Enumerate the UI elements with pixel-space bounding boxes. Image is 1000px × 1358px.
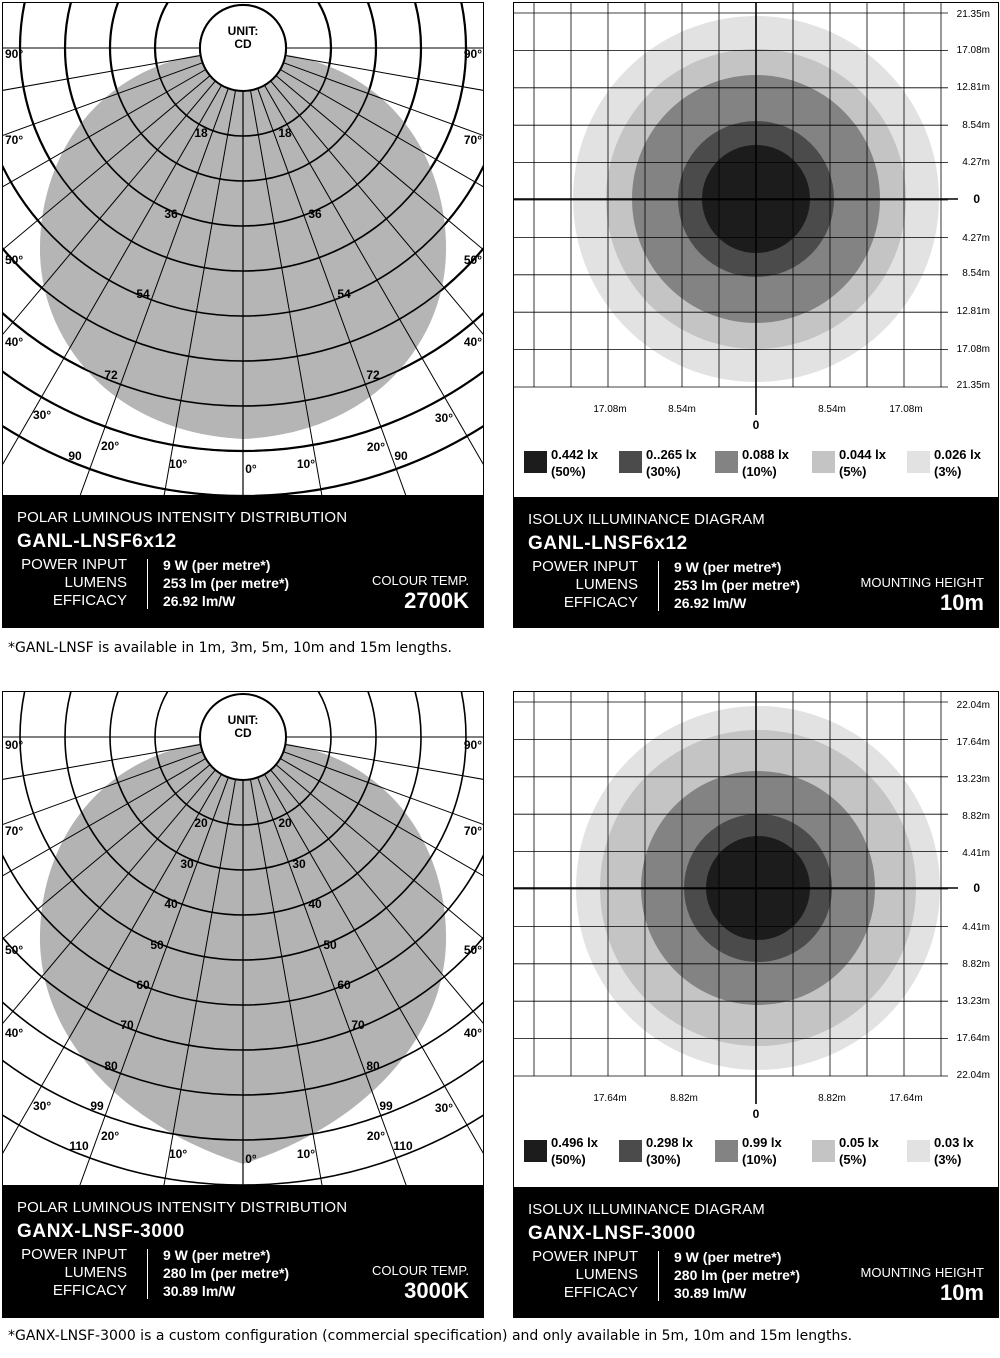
y-tick-label: 0 xyxy=(973,881,980,895)
intensity-label: 90 xyxy=(394,449,408,463)
angle-label: 20° xyxy=(101,439,120,453)
angle-label: 0° xyxy=(245,1152,257,1166)
y-tick-label: 12.81m xyxy=(956,306,990,317)
mounting-height-value: 10m xyxy=(939,590,984,615)
isolux-panel-2 xyxy=(513,691,999,1318)
legend-swatch xyxy=(524,1140,547,1162)
y-tick-label: 8.54m xyxy=(962,268,990,279)
model-name: GANL-LNSF6x12 xyxy=(528,533,688,554)
intensity-label: 54 xyxy=(337,287,351,301)
x-tick-label: 8.54m xyxy=(818,404,846,415)
legend-percent: (5%) xyxy=(839,464,867,479)
diagram-heading: ISOLUX ILLUMINANCE DIAGRAM xyxy=(528,511,765,528)
intensity-label: 90 xyxy=(68,449,82,463)
legend-percent: (50%) xyxy=(551,1152,586,1167)
angle-label: 10° xyxy=(169,457,188,471)
polar-info-box xyxy=(3,495,483,627)
angle-label: 30° xyxy=(434,1101,453,1115)
spec-values xyxy=(674,558,800,612)
spec-label: EFFICACY xyxy=(563,1284,638,1301)
angle-label: 70° xyxy=(463,824,482,838)
legend-value: 0.05 lx xyxy=(839,1135,879,1150)
intensity-label: 54 xyxy=(136,287,150,301)
spec-value: 9 W (per metre*) xyxy=(674,1249,782,1265)
y-tick-label: 22.04m xyxy=(956,700,990,711)
unit-label: CD xyxy=(234,726,252,740)
intensity-label: 30 xyxy=(292,857,306,871)
legend-swatch xyxy=(715,451,738,473)
spec-labels xyxy=(514,558,638,612)
angle-label: 30° xyxy=(33,1099,52,1113)
legend-item xyxy=(907,1135,975,1167)
legend-value: 0.298 lx xyxy=(646,1135,693,1150)
isolux-diagram-2 xyxy=(514,692,999,1186)
intensity-label: 20 xyxy=(194,816,208,830)
legend-percent: (5%) xyxy=(839,1152,867,1167)
intensity-label: 70 xyxy=(351,1018,365,1032)
angle-label: 50° xyxy=(463,943,482,957)
colour-temp-label: COLOUR TEMP. xyxy=(371,1263,469,1278)
unit-label: UNIT: xyxy=(227,24,259,38)
legend-value: 0.99 lx xyxy=(742,1135,782,1150)
unit-label: UNIT: xyxy=(227,713,259,727)
x-tick-label: 17.64m xyxy=(889,1093,923,1104)
intensity-label: 36 xyxy=(164,207,178,221)
legend-percent: (10%) xyxy=(742,464,777,479)
legend-swatch xyxy=(619,451,642,473)
legend-value: 0.442 lx xyxy=(551,447,598,462)
model-name: GANL-LNSF6x12 xyxy=(17,531,177,552)
legend-value: 0.044 lx xyxy=(839,447,886,462)
model-name: GANX-LNSF-3000 xyxy=(17,1221,185,1242)
spec-value: 280 lm (per metre*) xyxy=(674,1267,801,1283)
legend-item xyxy=(524,447,599,479)
legend-percent: (3%) xyxy=(934,1152,962,1167)
intensity-label: 110 xyxy=(69,1139,89,1153)
y-tick-label: 4.41m xyxy=(962,922,990,933)
legend-item xyxy=(715,447,790,479)
angle-label: 0° xyxy=(245,462,257,476)
legend-swatch xyxy=(619,1140,642,1162)
angle-label: 90° xyxy=(463,47,482,61)
intensity-label: 20 xyxy=(278,816,292,830)
intensity-label: 50 xyxy=(323,938,337,952)
y-tick-label: 0 xyxy=(973,192,980,206)
x-tick-label: 17.64m xyxy=(593,1093,627,1104)
spec-value: 26.92 lm/W xyxy=(163,593,236,609)
legend-item xyxy=(812,447,887,479)
polar-panel-1 xyxy=(2,2,484,628)
unit-label: CD xyxy=(234,37,252,51)
y-tick-label: 8.82m xyxy=(962,959,990,970)
legend-item xyxy=(715,1135,783,1167)
legend-value: 0.026 lx xyxy=(934,447,981,462)
intensity-label: 110 xyxy=(393,1139,413,1153)
angle-label: 40° xyxy=(463,335,482,349)
spec-values xyxy=(163,556,289,610)
diagram-heading: POLAR LUMINOUS INTENSITY DISTRIBUTION xyxy=(17,509,348,526)
spec-label: LUMENS xyxy=(575,1266,638,1283)
mounting-height-label: MOUNTING HEIGHT xyxy=(860,1265,984,1280)
intensity-label: 72 xyxy=(366,368,380,382)
y-tick-label: 4.27m xyxy=(962,157,990,168)
legend-item xyxy=(907,447,982,479)
y-tick-label: 8.82m xyxy=(962,811,990,822)
y-tick-label: 22.04m xyxy=(956,1070,990,1081)
polar-panel-2 xyxy=(2,691,484,1318)
legend-swatch xyxy=(524,451,547,473)
legend-swatch xyxy=(907,1140,930,1162)
spec-value: 280 lm (per metre*) xyxy=(163,1265,290,1281)
polar-info-box xyxy=(3,1185,483,1317)
intensity-label: 36 xyxy=(308,207,322,221)
y-tick-label: 21.35m xyxy=(956,9,990,20)
intensity-label: 50 xyxy=(150,938,164,952)
angle-label: 70° xyxy=(5,133,24,147)
polar-diagram-1 xyxy=(3,3,484,497)
isolux-info-box xyxy=(514,1187,998,1317)
y-tick-label: 17.08m xyxy=(956,45,990,56)
spec-value: 9 W (per metre*) xyxy=(163,1247,271,1263)
angle-label: 20° xyxy=(101,1129,120,1143)
angle-label: 20° xyxy=(366,1129,385,1143)
legend-percent: (3%) xyxy=(934,464,962,479)
y-axis-labels xyxy=(957,700,990,1081)
legend-item xyxy=(619,447,697,479)
spec-value: 253 lm (per metre*) xyxy=(163,575,290,591)
x-tick-label: 8.82m xyxy=(818,1093,846,1104)
model-name: GANX-LNSF-3000 xyxy=(528,1223,696,1244)
angle-label: 70° xyxy=(463,133,482,147)
spec-label: LUMENS xyxy=(64,1264,127,1281)
x-tick-label: 8.54m xyxy=(668,404,696,415)
isolux-diagram-1 xyxy=(514,3,999,497)
angle-label: 10° xyxy=(169,1147,188,1161)
intensity-label: 72 xyxy=(104,368,118,382)
spec-label: POWER INPUT xyxy=(532,1248,638,1265)
spec-value: 30.89 lm/W xyxy=(163,1283,236,1299)
angle-label: 40° xyxy=(5,1026,24,1040)
legend-percent: (30%) xyxy=(646,464,681,479)
angle-label: 90° xyxy=(5,47,24,61)
x-tick-label: 17.08m xyxy=(593,404,627,415)
divider xyxy=(147,1249,148,1299)
divider xyxy=(147,559,148,609)
angle-label: 10° xyxy=(296,1147,315,1161)
angle-label: 70° xyxy=(5,824,24,838)
angle-label: 30° xyxy=(33,408,52,422)
colour-temp-value: 3000K xyxy=(404,1278,469,1303)
spec-labels xyxy=(3,1246,127,1300)
spec-labels xyxy=(514,1248,638,1302)
y-tick-label: 17.64m xyxy=(956,1033,990,1044)
y-tick-label: 17.64m xyxy=(956,737,990,748)
y-axis-labels xyxy=(957,9,990,391)
isolux-info-box xyxy=(514,497,998,627)
y-tick-label: 21.35m xyxy=(956,380,990,391)
spec-values xyxy=(674,1248,800,1302)
intensity-label: 60 xyxy=(337,978,351,992)
y-tick-label: 4.41m xyxy=(962,848,990,859)
angle-label: 90° xyxy=(463,738,482,752)
spec-label: LUMENS xyxy=(575,576,638,593)
spec-label: EFFICACY xyxy=(52,592,127,609)
angle-label: 40° xyxy=(463,1026,482,1040)
diagram-heading: ISOLUX ILLUMINANCE DIAGRAM xyxy=(528,1201,765,1218)
mounting-height-value: 10m xyxy=(939,1280,984,1305)
legend-value: 0.496 lx xyxy=(551,1135,598,1150)
intensity-label: 40 xyxy=(164,897,178,911)
spec-label: POWER INPUT xyxy=(532,558,638,575)
x-tick-label: 17.08m xyxy=(889,404,923,415)
legend-item xyxy=(812,1135,880,1167)
isolux-legend xyxy=(524,1135,975,1167)
x-axis-labels xyxy=(593,1093,922,1121)
angle-label: 30° xyxy=(434,411,453,425)
polar-diagram-2 xyxy=(3,692,484,1186)
legend-percent: (50%) xyxy=(551,464,586,479)
angle-label: 90° xyxy=(5,738,24,752)
legend-percent: (30%) xyxy=(646,1152,681,1167)
angle-label: 40° xyxy=(5,335,24,349)
divider xyxy=(658,1251,659,1301)
spec-labels xyxy=(3,556,127,610)
y-tick-label: 4.27m xyxy=(962,233,990,244)
legend-swatch xyxy=(812,1140,835,1162)
diagram-heading: POLAR LUMINOUS INTENSITY DISTRIBUTION xyxy=(17,1199,348,1216)
spec-values xyxy=(163,1246,289,1300)
angle-label: 50° xyxy=(5,943,24,957)
y-tick-label: 13.23m xyxy=(956,996,990,1007)
spec-value: 9 W (per metre*) xyxy=(674,559,782,575)
y-tick-label: 12.81m xyxy=(956,82,990,93)
intensity-label: 99 xyxy=(379,1099,393,1113)
legend-swatch xyxy=(907,451,930,473)
intensity-label: 80 xyxy=(104,1059,118,1073)
legend-swatch xyxy=(812,451,835,473)
footnote: *GANX-LNSF-3000 is a custom configuration (commercial specification) and only available in 5m, 10m and 15m lengths. xyxy=(8,1328,853,1344)
colour-temp-value: 2700K xyxy=(404,588,469,613)
intensity-label: 30 xyxy=(180,857,194,871)
y-tick-label: 8.54m xyxy=(962,120,990,131)
spec-value: 253 lm (per metre*) xyxy=(674,577,801,593)
colour-temp-label: COLOUR TEMP. xyxy=(371,573,469,588)
spec-label: EFFICACY xyxy=(563,594,638,611)
x-axis-labels xyxy=(593,404,922,432)
polar-plot-2 xyxy=(3,692,484,1186)
spec-label: EFFICACY xyxy=(52,1282,127,1299)
spec-value: 26.92 lm/W xyxy=(674,595,747,611)
angle-label: 20° xyxy=(366,440,385,454)
angle-label: 50° xyxy=(463,253,482,267)
spec-value: 9 W (per metre*) xyxy=(163,557,271,573)
divider xyxy=(658,561,659,611)
footnote: *GANL-LNSF is available in 1m, 3m, 5m, 10m and 15m lengths. xyxy=(8,640,452,656)
polar-plot-1 xyxy=(3,3,484,497)
intensity-label: 70 xyxy=(120,1018,134,1032)
legend-swatch xyxy=(715,1140,738,1162)
x-tick-label: 0 xyxy=(752,1107,760,1121)
intensity-label: 80 xyxy=(366,1059,380,1073)
legend-value: 0..265 lx xyxy=(646,447,697,462)
legend-percent: (10%) xyxy=(742,1152,777,1167)
intensity-label: 18 xyxy=(278,126,292,140)
y-tick-label: 17.08m xyxy=(956,344,990,355)
intensity-label: 18 xyxy=(194,126,208,140)
mounting-height-label: MOUNTING HEIGHT xyxy=(860,575,984,590)
spec-label: POWER INPUT xyxy=(21,556,127,573)
spec-value: 30.89 lm/W xyxy=(674,1285,747,1301)
spec-label: POWER INPUT xyxy=(21,1246,127,1263)
intensity-label: 60 xyxy=(136,978,150,992)
isolux-panel-1 xyxy=(513,2,999,628)
intensity-label: 40 xyxy=(308,897,322,911)
y-tick-label: 13.23m xyxy=(956,774,990,785)
legend-value: 0.03 lx xyxy=(934,1135,974,1150)
x-tick-label: 8.82m xyxy=(670,1093,698,1104)
legend-item xyxy=(619,1135,694,1167)
angle-label: 50° xyxy=(5,253,24,267)
legend-item xyxy=(524,1135,599,1167)
angle-label: 10° xyxy=(296,457,315,471)
intensity-label: 99 xyxy=(90,1099,104,1113)
legend-value: 0.088 lx xyxy=(742,447,789,462)
isolux-legend xyxy=(524,447,982,479)
x-tick-label: 0 xyxy=(752,418,760,432)
spec-label: LUMENS xyxy=(64,574,127,591)
